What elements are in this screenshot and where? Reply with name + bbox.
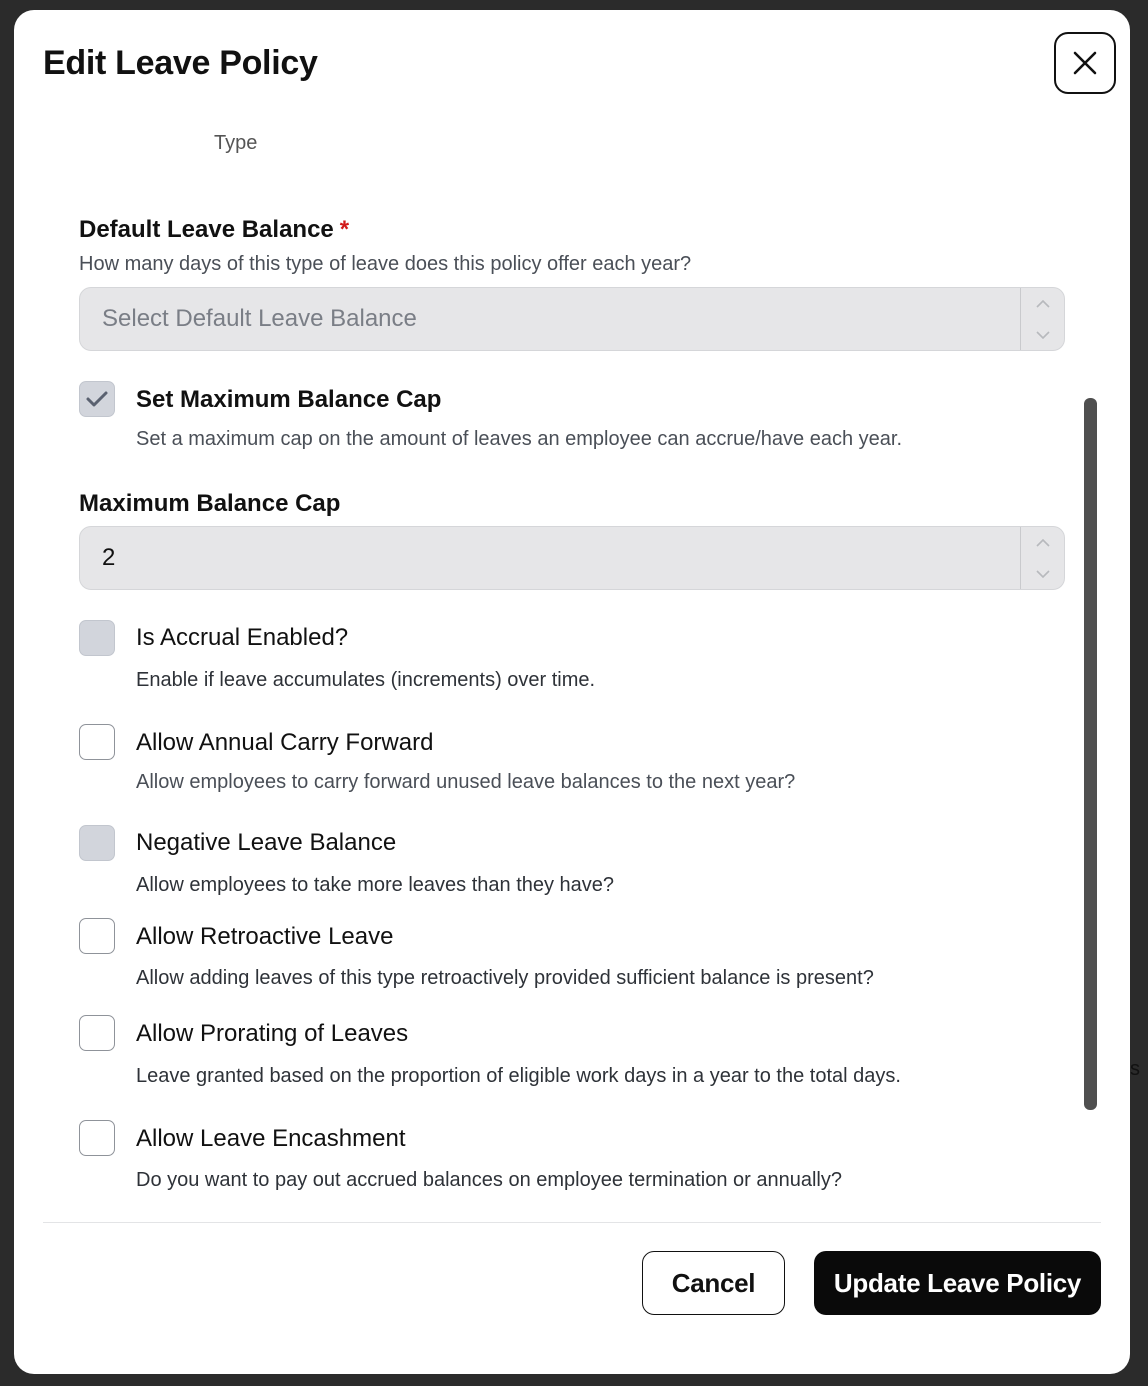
leave-encashment-checkbox[interactable] <box>79 1120 115 1156</box>
prorating-leaves-description: Leave granted based on the proportion of eligible work days in a year to the total days. <box>136 1065 901 1087</box>
chevron-down-icon <box>1035 569 1051 579</box>
annual-carry-forward-label: Allow Annual Carry Forward <box>136 729 434 756</box>
increment-button[interactable] <box>1021 288 1064 319</box>
increment-button[interactable] <box>1021 527 1064 558</box>
required-indicator: * <box>339 216 350 243</box>
footer-divider <box>43 1222 1101 1223</box>
max-balance-cap-stepper <box>1020 527 1064 589</box>
decrement-button[interactable] <box>1021 319 1064 350</box>
max-balance-cap-label: Maximum Balance Cap <box>79 490 341 517</box>
retroactive-leave-description: Allow adding leaves of this type retroactively provided sufficient balance is present? <box>136 967 874 989</box>
default-leave-balance-field <box>79 287 1065 351</box>
accrual-enabled-checkbox[interactable] <box>79 620 115 656</box>
prorating-leaves-checkbox[interactable] <box>79 1015 115 1051</box>
retroactive-leave-checkbox[interactable] <box>79 918 115 954</box>
edit-leave-policy-dialog <box>14 10 1130 1374</box>
chevron-down-icon <box>1035 330 1051 340</box>
default-leave-balance-label <box>79 216 349 244</box>
scrollbar-thumb[interactable] <box>1084 398 1097 1110</box>
negative-leave-balance-checkbox[interactable] <box>79 825 115 861</box>
leave-encashment-label: Allow Leave Encashment <box>136 1125 406 1152</box>
chevron-up-icon <box>1035 299 1051 309</box>
close-icon <box>1072 50 1098 76</box>
default-leave-balance-help: How many days of this type of leave does this policy offer each year? <box>79 253 692 275</box>
chevron-up-icon <box>1035 538 1051 548</box>
cancel-button[interactable]: Cancel <box>642 1251 785 1315</box>
annual-carry-forward-description: Allow employees to carry forward unused leave balances to the next year? <box>136 771 796 793</box>
dialog-title: Edit Leave Policy <box>43 44 318 82</box>
negative-leave-balance-description: Allow employees to take more leaves than they have? <box>136 874 615 896</box>
set-max-balance-cap-label: Set Maximum Balance Cap <box>136 386 442 413</box>
dialog-header <box>14 10 1130 130</box>
default-leave-balance-input[interactable] <box>80 288 1020 350</box>
accrual-enabled-description: Enable if leave accumulates (increments) over time. <box>136 669 596 691</box>
leave-encashment-description: Do you want to pay out accrued balances on employee termination or annually? <box>136 1169 842 1191</box>
backdrop-edge-text: s <box>1130 1058 1140 1080</box>
retroactive-leave-label: Allow Retroactive Leave <box>136 923 394 950</box>
checkmark-icon <box>86 390 108 408</box>
dialog-scroll-body[interactable] <box>14 130 1130 1222</box>
default-leave-balance-label-text: Default Leave Balance <box>79 216 334 243</box>
close-button[interactable] <box>1054 32 1116 94</box>
set-max-balance-cap-description: Set a maximum cap on the amount of leaves an employee can accrue/have each year. <box>136 428 902 450</box>
default-leave-balance-stepper <box>1020 288 1064 350</box>
max-balance-cap-field <box>79 526 1065 590</box>
prorating-leaves-label: Allow Prorating of Leaves <box>136 1020 409 1047</box>
accrual-enabled-label: Is Accrual Enabled? <box>136 624 349 651</box>
set-max-balance-cap-checkbox[interactable] <box>79 381 115 417</box>
max-balance-cap-input[interactable] <box>80 527 1020 589</box>
annual-carry-forward-checkbox[interactable] <box>79 724 115 760</box>
clipped-previous-field-text: Type <box>214 132 258 154</box>
negative-leave-balance-label: Negative Leave Balance <box>136 829 397 856</box>
update-leave-policy-button[interactable]: Update Leave Policy <box>814 1251 1101 1315</box>
decrement-button[interactable] <box>1021 558 1064 589</box>
